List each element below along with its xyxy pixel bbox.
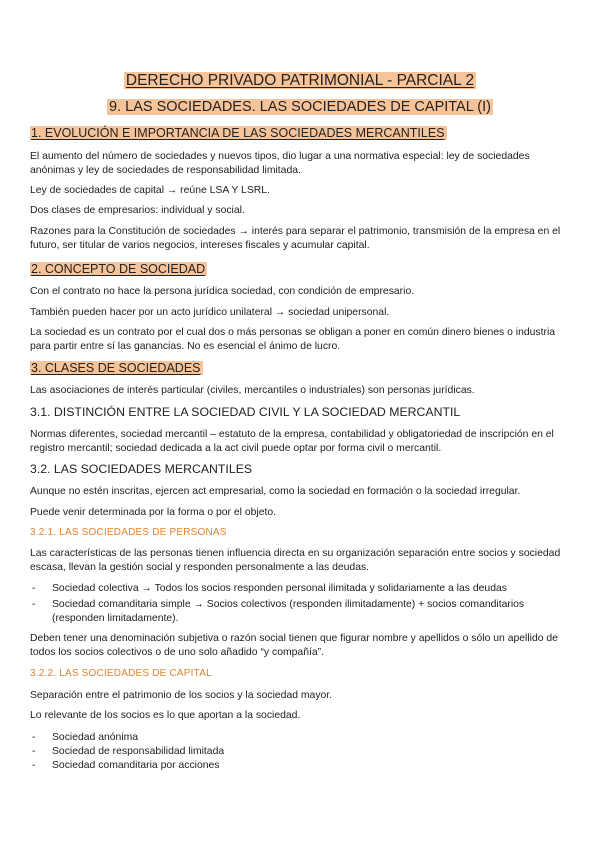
list-dash: - [32,583,36,594]
section-3-2-2-paragraph-2: Lo relevante de los socios es lo que aportan a la sociedad. [30,710,301,721]
section-3-1-heading: 3.1. DISTINCIÓN ENTRE LA SOCIEDAD CIVIL Y LA SOCIEDAD MERCANTIL [30,405,461,419]
document-title: DERECHO PRIVADO PATRIMONIAL - PARCIAL 2 [125,72,475,89]
section-3-2-1-paragraph-1: Las características de las personas tienen influencia directa en su organización separación entre socios y sociedad escasa, llevan la gestión social y responden personalmente a las deudas. [30,548,561,573]
section-2-paragraph-2: También pueden hacer por un acto jurídico unilateral → sociedad unipersonal. [30,307,390,318]
list-item-text: Sociedad anónima [52,732,139,743]
section-1-paragraph-2: Ley de sociedades de capital → reúne LSA Y LSRL. [30,185,270,196]
section-2-paragraph-1: Con el contrato no hace la persona jurídica sociedad, con condición de empresario. [30,286,415,297]
section-1-heading: 1. EVOLUCIÓN E IMPORTANCIA DE LAS SOCIEDADES MERCANTILES [31,126,445,140]
section-3-2-2-heading: 3.2.2. LAS SOCIEDADES DE CAPITAL [30,668,212,679]
list-item-text: Sociedad comanditaria simple → Socios colectivos (responden ilimitadamente) + socios comanditarios (responden limitadamente). [52,599,525,624]
section-3-2-1-heading: 3.2.1. LAS SOCIEDADES DE PERSONAS [30,527,227,538]
section-3-heading: 3. CLASES DE SOCIEDADES [31,361,201,375]
section-3-paragraph-1: Las asociaciones de interés particular (civiles, mercantiles o industriales) son personas jurídicas. [30,385,475,396]
list-dash: - [32,732,36,743]
section-3-1-paragraph-1: Normas diferentes, sociedad mercantil – estatuto de la empresa, contabilidad y obligatoriedad de inscripción en el registro mercantil; sociedad dedicada a la act civil puede optar por forma civil o mercantil. [30,429,554,454]
list-item-text: Sociedad de responsabilidad limitada [52,746,225,757]
section-3-2-paragraph-2: Puede venir determinada por la forma o por el objeto. [30,507,277,518]
section-3-2-heading: 3.2. LAS SOCIEDADES MERCANTILES [30,462,253,476]
section-1-paragraph-3: Dos clases de empresarios: individual y social. [30,205,245,216]
section-3-2-1-paragraph-2: Deben tener una denominación subjetiva o razón social tienen que figurar nombre y apellidos o sólo un apellido de todos los socios colectivos o de uno solo añadido “y compañía”. [30,633,558,658]
document-subtitle: 9. LAS SOCIEDADES. LAS SOCIEDADES DE CAPITAL (I) [109,99,491,115]
section-2-paragraph-3: La sociedad es un contrato por el cual dos o más personas se obligan a poner en común dinero bienes o industria para partir entre sí las ganancias. No es esencial el ánimo de lucro. [30,327,556,352]
list-dash: - [32,746,36,757]
list-dash: - [32,760,36,771]
section-2-heading: 2. CONCEPTO DE SOCIEDAD [31,262,206,276]
list-item-text: Sociedad colectiva → Todos los socios responden personal ilimitada y solidariamente a las deudas [52,583,507,594]
section-3-2-paragraph-1: Aunque no estén inscritas, ejercen act empresarial, como la sociedad en formación o la sociedad irregular. [30,486,521,497]
section-3-2-2-paragraph-1: Separación entre el patrimonio de los socios y la sociedad mayor. [30,690,333,701]
list-dash: - [32,599,36,610]
section-1-paragraph-4: Razones para la Constitución de sociedades → interés para separar el patrimonio, transmisión de la empresa en el futuro, ser titular de varios negocios, intereses fiscales y acumular capital. [30,226,561,251]
list-item-text: Sociedad comanditaria por acciones [52,760,220,771]
section-1-paragraph-1: El aumento del número de sociedades y nuevos tipos, dio lugar a una normativa especial: ley de sociedades anónimas y ley de sociedades de responsabilidad limitada. [30,151,530,176]
